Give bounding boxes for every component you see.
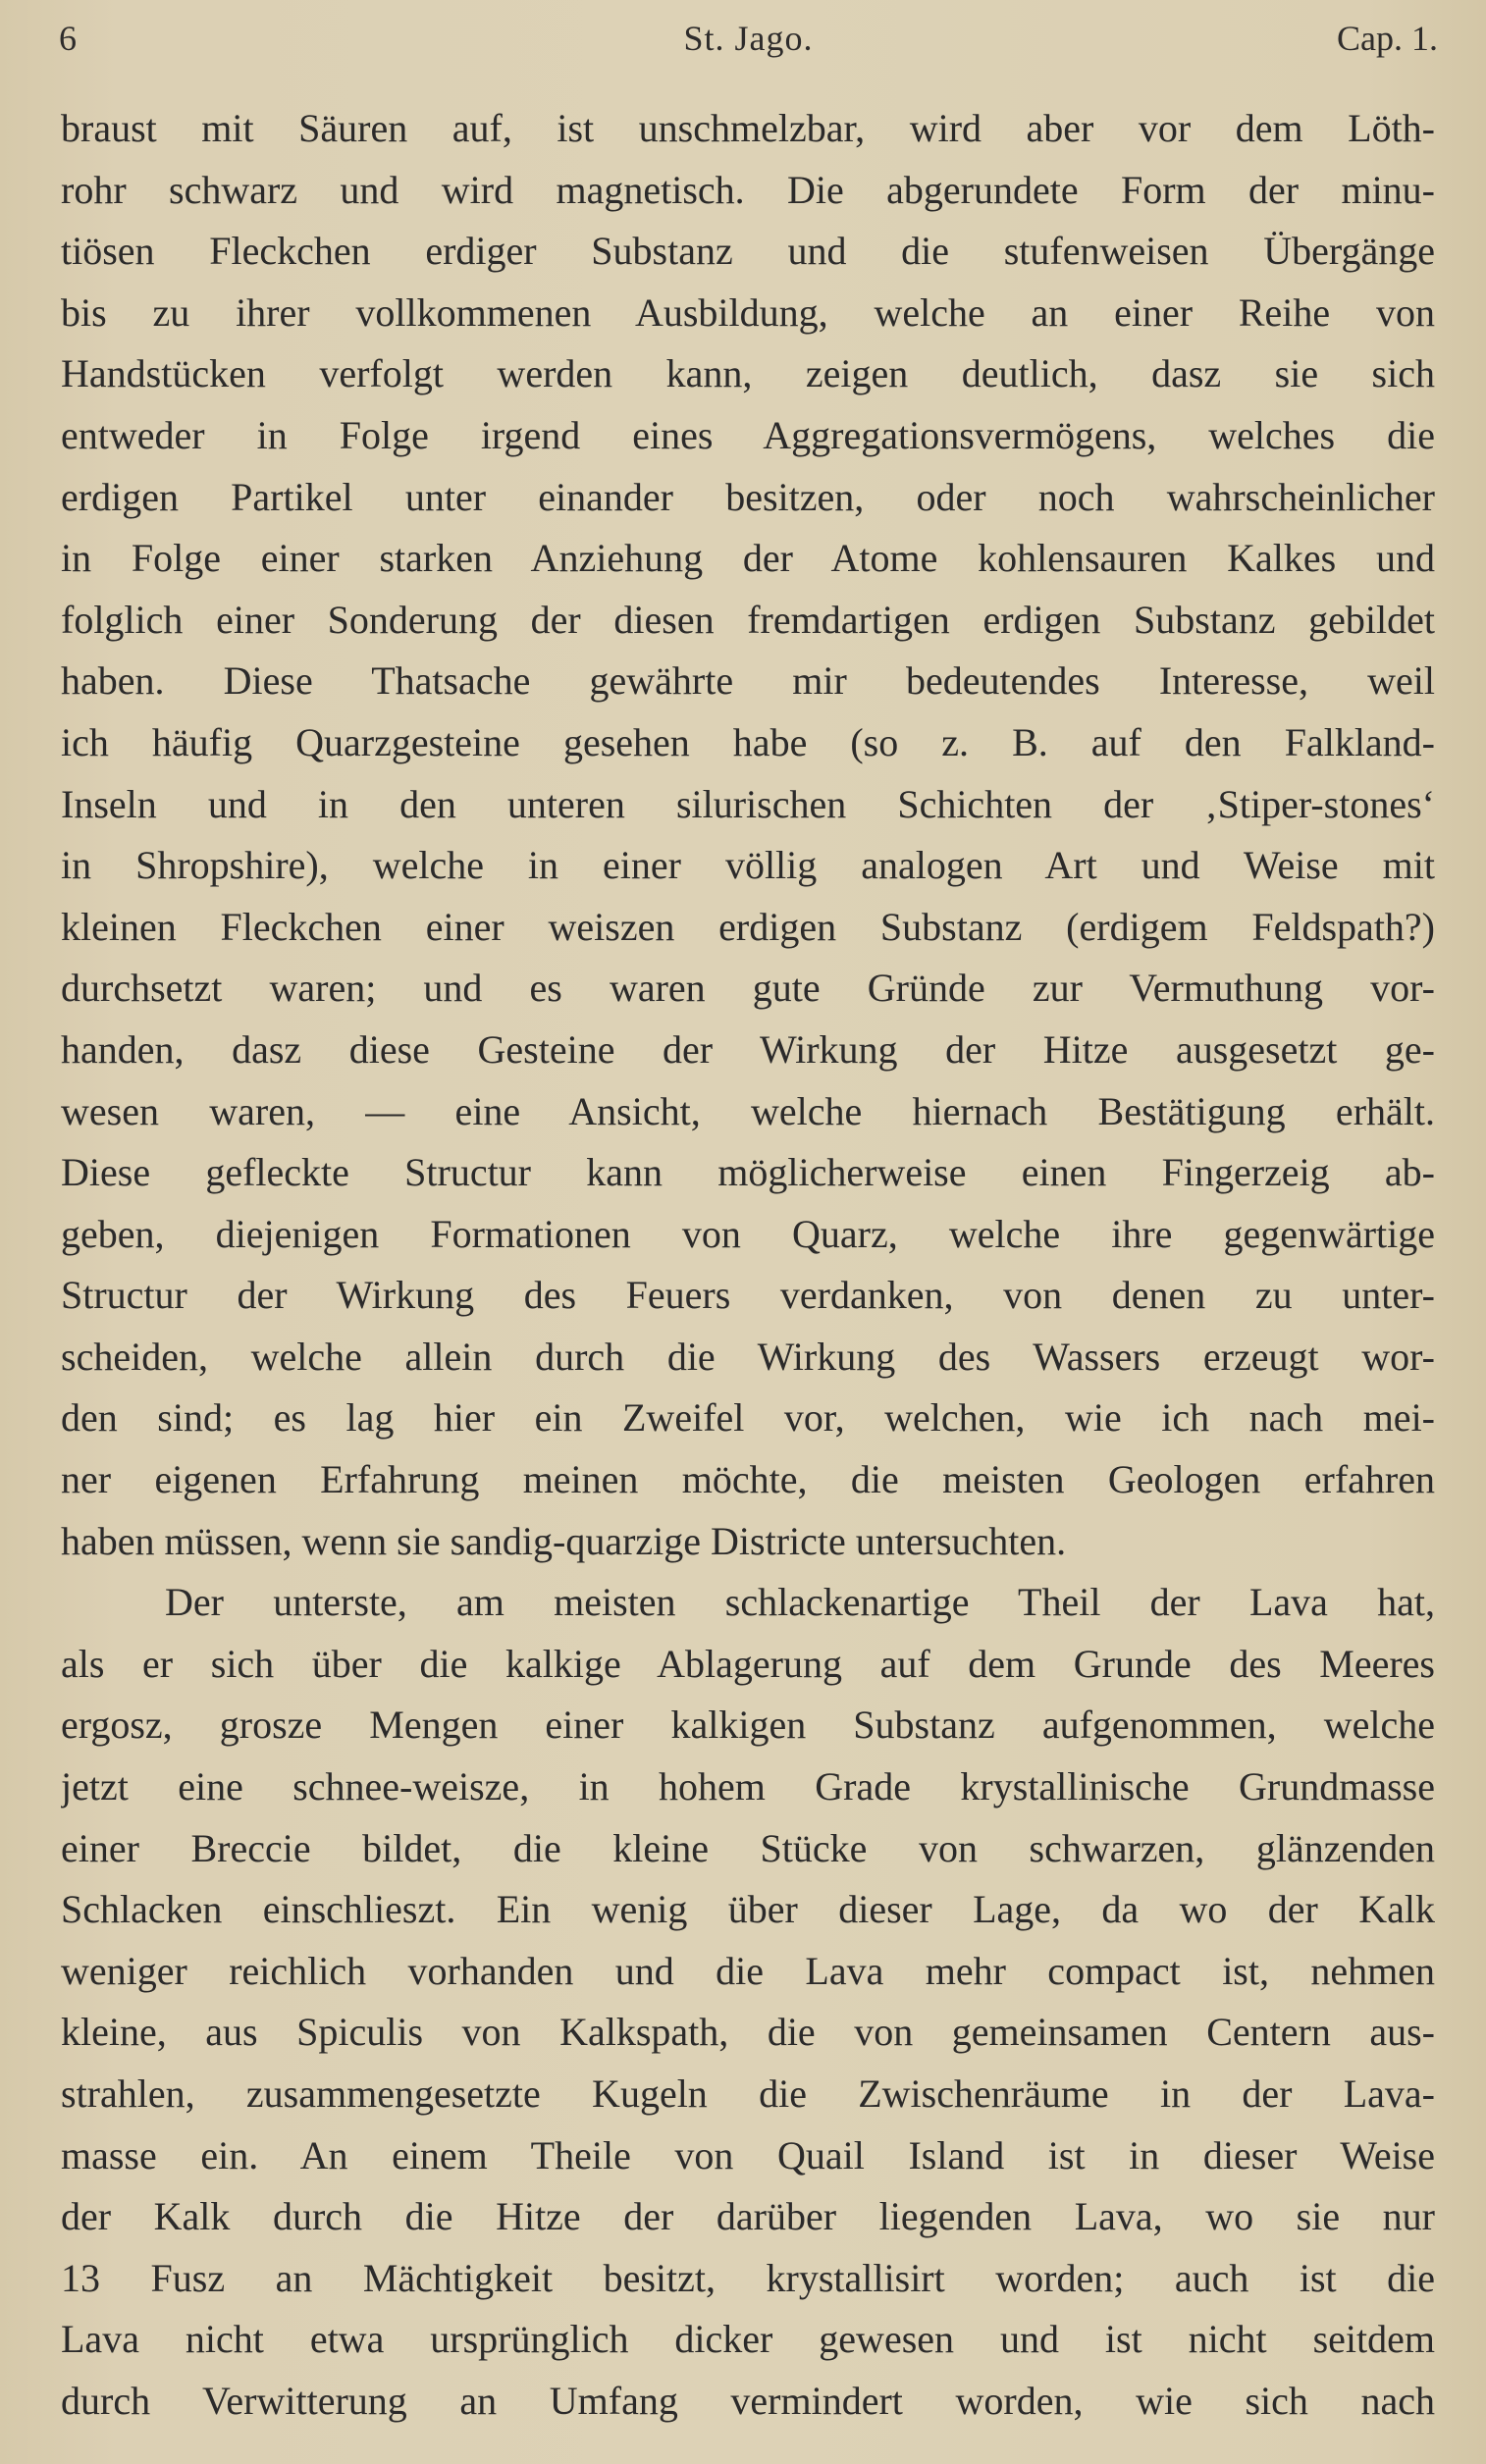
text-line: folglich einer Sonderung der diesen fremdartigen erdigen Substanz gebildet — [61, 597, 1435, 642]
text-line: scheiden, welche allein durch die Wirkung des Wassers erzeugt wor- — [61, 1334, 1435, 1379]
text-line: bis zu ihrer vollkommenen Ausbildung, welche an einer Reihe von — [61, 289, 1435, 335]
text-line: Diese gefleckte Structur kann möglicherweise einen Fingerzeig ab- — [61, 1150, 1435, 1195]
text-line: Lava nicht etwa ursprünglich dicker gewesen und ist nicht seitdem — [61, 2317, 1435, 2362]
body-text — [61, 98, 1435, 2433]
text-line: jetzt eine schnee-weisze, in hohem Grade krystallinische Grundmasse — [61, 1764, 1435, 1809]
running-title: St. Jago. — [683, 19, 814, 58]
text-line: durchsetzt waren; und es waren gute Gründe zur Vermuthung vor- — [61, 966, 1435, 1011]
text-line: in Folge einer starken Anziehung der Atome kohlensauren Kalkes und — [61, 536, 1435, 581]
text-line: in Shropshire), welche in einer völlig analogen Art und Weise mit — [61, 843, 1435, 888]
text-line: der Kalk durch die Hitze der darüber liegenden Lava, wo sie nur — [61, 2194, 1435, 2239]
text-line: haben. Diese Thatsache gewährte mir bedeutendes Interesse, weil — [61, 658, 1435, 704]
text-line: Handstücken verfolgt werden kann, zeigen deutlich, dasz sie sich — [61, 351, 1435, 396]
text-line: ner eigenen Erfahrung meinen möchte, die meisten Geologen erfahren — [61, 1457, 1435, 1502]
text-line: Inseln und in den unteren silurischen Schichten der ‚Stiper-stones‘ — [61, 781, 1435, 826]
text-line: masse ein. An einem Theile von Quail Island ist in dieser Weise — [61, 2132, 1435, 2177]
chapter-label: Cap. 1. — [1337, 19, 1438, 58]
text-line: durch Verwitterung an Umfang vermindert worden, wie sich nach — [61, 2378, 1435, 2423]
text-line: wesen waren, — eine Ansicht, welche hiernach Bestätigung erhält. — [61, 1088, 1435, 1133]
text-line: den sind; es lag hier ein Zweifel vor, welchen, wie ich nach mei- — [61, 1395, 1435, 1441]
text-line: einer Breccie bildet, die kleine Stücke von schwarzen, glänzenden — [61, 1825, 1435, 1870]
text-line: ergosz, grosze Mengen einer kalkigen Substanz aufgenommen, welche — [61, 1703, 1435, 1748]
text-line: 13 Fusz an Mächtigkeit besitzt, krystallisirt worden; auch ist die — [61, 2255, 1435, 2300]
text-line: kleinen Fleckchen einer weiszen erdigen Substanz (erdigem Feldspath?) — [61, 904, 1435, 949]
page-number: 6 — [59, 19, 77, 58]
text-line: ich häufig Quarzgesteine gesehen habe (so z. B. auf den Falkland- — [61, 719, 1435, 764]
text-line: braust mit Säuren auf, ist unschmelzbar, wird aber vor dem Löth- — [61, 106, 1435, 150]
text-line: Structur der Wirkung des Feuers verdanken, von denen zu unter- — [61, 1273, 1435, 1318]
paragraph-first-line: Der unterste, am meisten schlackenartige Theil der Lava hat, — [165, 1580, 1435, 1625]
text-line: kleine, aus Spiculis von Kalkspath, die von gemeinsamen Centern aus- — [61, 2010, 1435, 2055]
page-header — [59, 14, 1438, 63]
text-line: weniger reichlich vorhanden und die Lava mehr compact ist, nehmen — [61, 1948, 1435, 1993]
text-line: rohr schwarz und wird magnetisch. Die abgerundete Form der minu- — [61, 167, 1435, 212]
text-line: erdigen Partikel unter einander besitzen, oder noch wahrscheinlicher — [61, 474, 1435, 519]
text-line: als er sich über die kalkige Ablagerung auf dem Grunde des Meeres — [61, 1641, 1435, 1686]
text-line: geben, diejenigen Formationen von Quarz, welche ihre gegenwärtige — [61, 1211, 1435, 1256]
paragraph-last-line: haben müssen, wenn sie sandig-quarzige Districte untersuchten. — [61, 1518, 1067, 1563]
text-line: handen, dasz diese Gesteine der Wirkung der Hitze ausgesetzt ge- — [61, 1026, 1435, 1072]
text-line: Schlacken einschlieszt. Ein wenig über dieser Lage, da wo der Kalk — [61, 1887, 1435, 1932]
text-line: strahlen, zusammengesetzte Kugeln die Zwischenräume in der Lava- — [61, 2071, 1435, 2116]
text-line: tiösen Fleckchen erdiger Substanz und die stufenweisen Übergänge — [61, 229, 1435, 274]
text-line: entweder in Folge irgend eines Aggregationsvermögens, welches die — [61, 412, 1435, 457]
